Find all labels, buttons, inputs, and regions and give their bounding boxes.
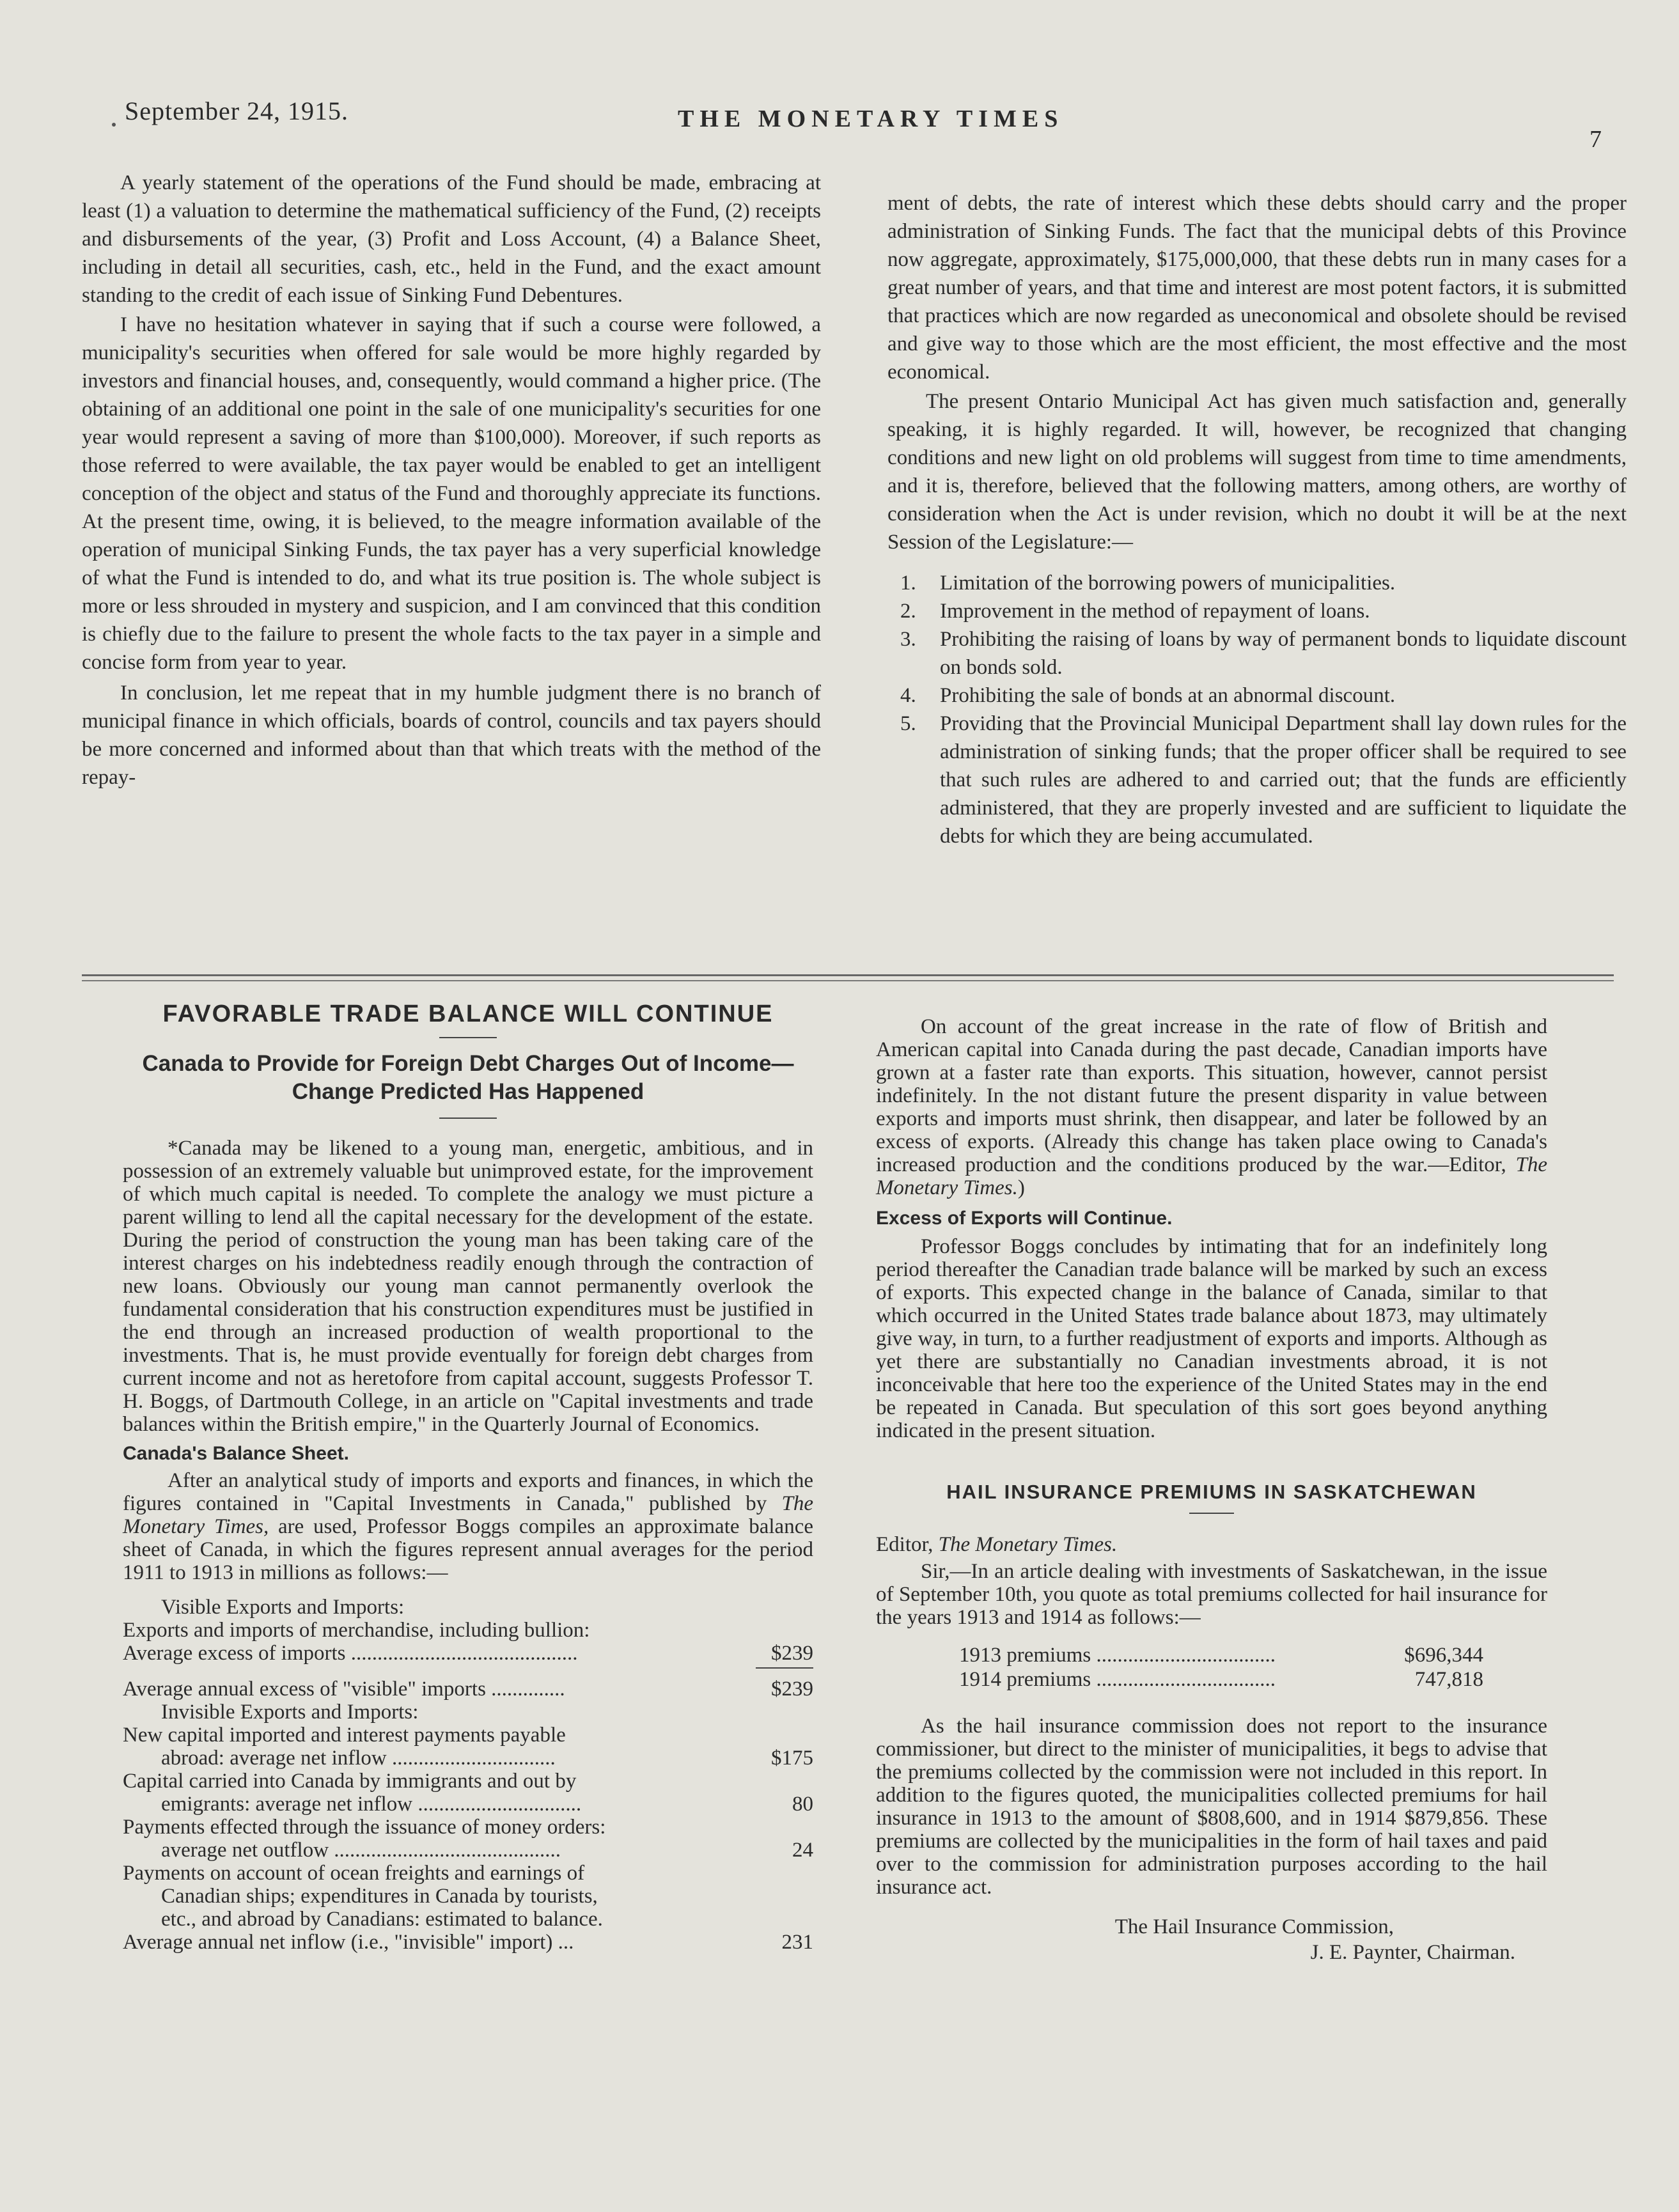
statement-value: $175 (771, 1747, 813, 1770)
heading-rule (1189, 1513, 1234, 1514)
list-text: Prohibiting the raising of loans by way of permanent bonds to liquidate discount on bonds sold. (940, 628, 1627, 679)
amendments-list (887, 569, 1627, 850)
balance-sheet (123, 1596, 813, 1954)
list-number: 1. (900, 572, 916, 595)
statement-value: $239 (771, 1642, 813, 1665)
article-heading: HAIL INSURANCE PREMIUMS IN SASKATCHEWAN (946, 1481, 1477, 1503)
premium-year: 1914 premiums .................................. (959, 1668, 1276, 1691)
table-row (959, 1643, 1483, 1667)
statement-row (123, 1793, 813, 1816)
statement-line: Canadian ships; expenditures in Canada by tourists, (161, 1885, 598, 1908)
statement-row (123, 1678, 813, 1701)
paragraph: A yearly statement of the operations of the Fund should be made, embracing at least (1) a valuation to determine the mathematical sufficiency of the Fund, (2) receipts and disbursements of the year, (3) Profit and Loss Account, (4) a Balance Sheet, including in detail all securities, cash, etc., held in the Fund, and the exact amount standing to the credit of each issue of Sinking Fund Debentures. (82, 171, 821, 307)
table-row (959, 1667, 1483, 1692)
publication-name: The Monetary Times, (123, 1492, 813, 1538)
list-text: Limitation of the borrowing powers of municipalities. (940, 572, 1396, 595)
total-rule (756, 1667, 813, 1669)
premium-amount: $696,344 (1404, 1644, 1483, 1667)
text-run: are used, Professor Boggs compiles an approximate balance sheet of Canada, in which the figures represent annual averages for the period 1911 to 1913 in millions as follows:— (123, 1515, 813, 1584)
list-item (887, 625, 1627, 682)
paragraph: The present Ontario Municipal Act has given much satisfaction and, generally speaking, it is highly regarded. It will, however, be recognized that changing conditions and new light on old problems will suggest from time to time amendments, and it is, therefore, believed that the following matters, among others, are worthy of consideration when the Act is under revision, which no doubt it will be at the next Session of the Legislature:— (887, 390, 1627, 554)
list-item (887, 682, 1627, 710)
issue-date: September 24, 1915. (125, 97, 349, 125)
statement-line: New capital imported and interest payments payable (123, 1724, 566, 1747)
statement-label: Average annual net inflow (i.e., "invisible" import) ... (123, 1931, 574, 1954)
statement-line: etc., and abroad by Canadians: estimated to balance. (161, 1908, 603, 1931)
statement-row (123, 1931, 813, 1954)
paragraph: *Canada may be likened to a young man, energetic, ambitious, and in possession of an extremely valuable but unimproved estate, for the improvement of which much capital is needed. To complete the analogy we must picture a parent willing to lend all the capital necessary for the development of the estate. During the period of construction the young man has been taking care of the interest charges on his indebtedness readily enough through the contraction of new loans. Obviously our young man cannot permanently overlook the fundamental consideration that his construction expenditures must be justified in the end through an increased production of wealth proportional to the investments. That is, he must provide eventually for foreign debt charges from current income and not as heretofore from capital account, suggests Professor T. H. Boggs, of Dartmouth College, in an article on "Capital investments and trade balances within the British empire," in the Quarterly Journal of Economics. (123, 1137, 813, 1436)
editor-salutation (876, 1533, 1547, 1556)
premiums-table (959, 1643, 1483, 1692)
paragraph: Professor Boggs concludes by intimating that for an indefinitely long period thereafter the Canadian trade balance will be marked by such an excess of exports. This expected change in the balance of Canada, similar to that which occurred in the United States trade balance about 1873, may ultimately give way, in turn, to a further readjustment of exports and imports. Although as yet there are substantially no Canadian investments abroad, it is not inconceivable that here too the experience of the United States may in the end be repeated in Canada. But speculation of this sort goes beyond anything indicated in the present situation. (876, 1235, 1547, 1442)
page-number: 7 (1589, 126, 1602, 153)
statement-row (123, 1747, 813, 1770)
signature-name: J. E. Paynter, Chairman. (1310, 1941, 1515, 1964)
section-rule (82, 980, 1614, 981)
statement-label: abroad: average net inflow ............................... (161, 1747, 556, 1770)
trade-balance-article (123, 1002, 813, 1954)
text-run: Editor, (876, 1533, 939, 1556)
statement-row (123, 1839, 813, 1862)
statement-value: 80 (792, 1793, 813, 1816)
statement-label: Average annual excess of "visible" imports .............. (123, 1678, 565, 1701)
statement-line: Payments effected through the issuance of money orders: (123, 1816, 606, 1839)
list-number: 2. (900, 600, 916, 623)
premium-year: 1913 premiums .................................. (959, 1644, 1276, 1667)
list-number: 4. (900, 684, 916, 707)
statement-heading: Invisible Exports and Imports: (161, 1701, 419, 1724)
trade-balance-continued (876, 1015, 1547, 1965)
publication-name: The Monetary Times. (876, 1153, 1547, 1199)
statement-value: $239 (771, 1678, 813, 1701)
top-right-column (887, 189, 1627, 850)
publication-title: THE MONETARY TIMES (678, 105, 1064, 132)
list-item (887, 569, 1627, 597)
list-number: 5. (900, 712, 916, 735)
list-text: Improvement in the method of repayment of loans. (940, 600, 1370, 623)
list-item (887, 710, 1627, 850)
section-rule (82, 974, 1614, 976)
statement-label: average net outflow ........................................... (161, 1839, 561, 1862)
statement-value: 24 (792, 1839, 813, 1862)
paragraph: ment of debts, the rate of interest which these debts should carry and the proper administration of Sinking Funds. The fact that the municipal debts of this Province now aggregate, approximately, $175,000,000, that these debts run in many cases for a great number of years, and that time and interest are most potent factors, it is submitted that practices which are now regarded as uneconomical and obsolete should be revised and give way to those which are the most efficient, the most effective and the most economical. (887, 192, 1627, 384)
paragraph (876, 1015, 1547, 1199)
article-heading: FAVORABLE TRADE BALANCE WILL CONTINUE (162, 1001, 774, 1027)
paragraph: Sir,—In an article dealing with investments of Saskatchewan, in the issue of September 10th, you quote as total premiums collected for hail insurance for the years 1913 and 1914 as follows:— (876, 1560, 1547, 1629)
statement-line: Capital carried into Canada by immigrants and out by (123, 1770, 577, 1793)
heading-rule (439, 1118, 497, 1119)
print-speck (112, 123, 116, 127)
statement-line: Exports and imports of merchandise, including bullion: (123, 1619, 590, 1642)
heading-rule (439, 1037, 497, 1038)
side-heading: Excess of Exports will Continue. (876, 1208, 1173, 1229)
article-subheading: Canada to Provide for Foreign Debt Charges Out of Income—Change Predicted Has Happened (142, 1051, 794, 1104)
statement-label: Average excess of imports ........................................... (123, 1642, 578, 1665)
text-run: ) (1017, 1176, 1025, 1199)
list-number: 3. (900, 628, 916, 651)
top-left-column (82, 169, 821, 791)
paragraph: I have no hesitation whatever in saying that if such a course were followed, a municipality's securities when offered for sale would be more highly regarded by investors and financial houses, and, consequently, would command a higher price. (The obtaining of an additional one point in the sale of one municipality's securities for one year would represent a saving of more than $100,000). Moreover, if such reports as those referred to were available, the tax payer would be enabled to get an intelligent conception of the object and status of the Fund and thoroughly appreciate its functions. At the present time, owing, it is believed, to the meagre information available of the operation of municipal Sinking Funds, the tax payer has a very superficial knowledge of what the Fund is intended to do, and what its true position is. The whole subject is more or less shrouded in mystery and suspicion, and I am convinced that this condition is chiefly due to the failure to present the whole facts to the tax payer in a simple and concise form from year to year. (82, 313, 821, 674)
premium-amount: 747,818 (1414, 1668, 1483, 1691)
list-item (887, 597, 1627, 625)
list-text: Providing that the Provincial Municipal Department shall lay down rules for the administration of sinking funds; that the proper officer shall be required to see that such rules are adhered to and carried out; that the funds are efficiently administered, that they are properly invested and are sufficient to liquidate the debts for which they are being accumulated. (940, 712, 1627, 848)
statement-row (123, 1642, 813, 1665)
paragraph: As the hail insurance commission does not report to the insurance commissioner, but direct to the minister of municipalities, it begs to advise that the premiums collected by the commission were not included in this report. In addition to the figures quoted, the municipalities collected premiums for hail insurance in 1913 to the amount of $808,600, and in 1914 $879,856. These premiums are collected by the municipalities in the form of hail taxes and paid over to the commission for administration purposes according to the hail insurance act. (876, 1715, 1547, 1899)
list-text: Prohibiting the sale of bonds at an abnormal discount. (940, 684, 1396, 707)
statement-value: 231 (781, 1931, 813, 1954)
text-run: After an analytical study of imports and exports and finances, in which the figures contained in "Capital Investments in Canada," published by (123, 1469, 813, 1515)
statement-line: Payments on account of ocean freights and earnings of (123, 1862, 585, 1885)
side-heading: Canada's Balance Sheet. (123, 1443, 349, 1464)
paragraph: In conclusion, let me repeat that in my humble judgment there is no branch of municipal finance in which officials, boards of control, councils and tax payers should be more concerned and informed about than that which treats with the method of the repay- (82, 682, 821, 789)
publication-name: The Monetary Times. (938, 1533, 1118, 1556)
signature-organization: The Hail Insurance Commission, (1114, 1915, 1394, 1938)
statement-label: emigrants: average net inflow ............................... (161, 1793, 582, 1816)
text-run: On account of the great increase in the rate of flow of British and American capital into Canada during the past decade, Canadian imports have grown at a faster rate than exports. This situation, however, cannot persist indefinitely. In the not distant future the present disparity in value between exports and imports must shrink, then disappear, and later be followed by an excess of exports. (Already this change has taken place owing to Canada's increased production and the conditions produced by the war.—Editor, (876, 1015, 1547, 1176)
paragraph (123, 1469, 813, 1584)
statement-heading: Visible Exports and Imports: (161, 1596, 405, 1619)
